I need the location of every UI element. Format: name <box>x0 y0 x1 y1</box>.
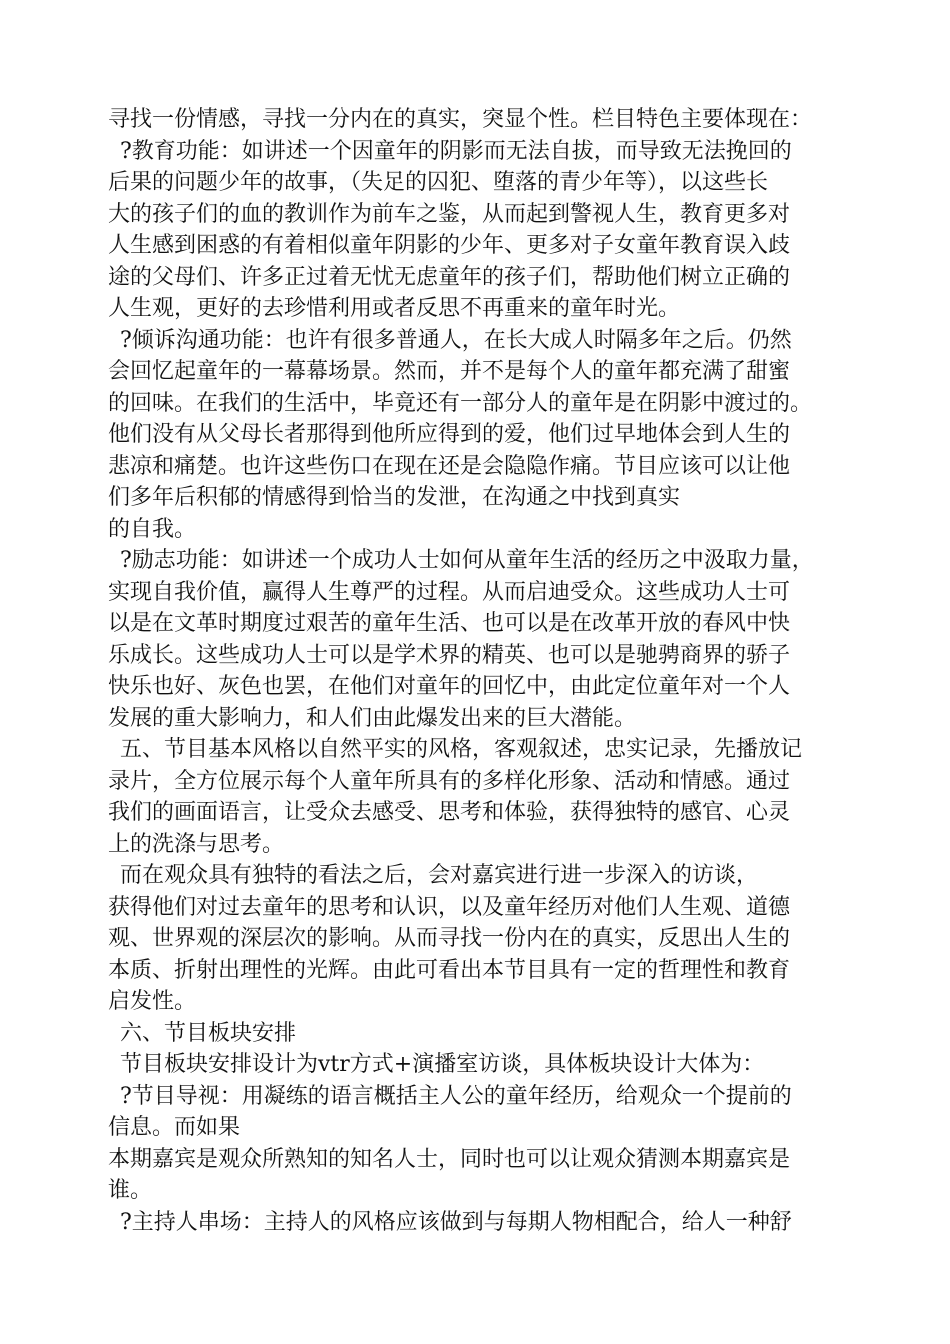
text-line: 节目板块安排设计为vtr方式+演播室访谈，具体板块设计大体为： <box>120 1052 765 1077</box>
section-line: 五、节目基本风格以自然平实的风格，客观叙述，忠实记录，先播放记 <box>120 737 803 762</box>
text-line: 大的孩子们的血的教训作为前车之鉴，从而起到警视人生，教育更多对 <box>108 201 791 227</box>
body-text <box>108 104 858 1238</box>
text-line: 他们没有从父母长者那得到他所应得到的爱，他们过早地体会到人生的 <box>108 422 791 447</box>
text-line: 以是在文革时期度过艰苦的童年生活、也可以是在改革开放的春风中快 <box>108 611 791 636</box>
text-line: 而在观众具有独特的看法之后，会对嘉宾进行进一步深入的访谈， <box>120 863 759 888</box>
text-line: 们多年后积郁的情感得到恰当的发泄，在沟通之中找到真实 <box>108 485 681 510</box>
bullet-line: ?教育功能：如讲述一个因童年的阴影而无法自拔，而导致无法挽回的 <box>120 138 792 164</box>
text-line: 乐成长。这些成功人士可以是学术界的精英、也可以是驰骋商界的骄子 <box>108 642 791 668</box>
text-line: 寻找一份情感，寻找一分内在的真实，突显个性。栏目特色主要体现在： <box>108 107 813 132</box>
bullet-line: ?节目导视：用凝练的语言概括主人公的童年经历，给观众一个提前的 <box>120 1083 792 1109</box>
text-line: 本质、折射出理性的光辉。由此可看出本节目具有一定的哲理性和教育 <box>108 957 791 983</box>
text-line: 的自我。 <box>108 516 197 542</box>
section-heading: 六、节目板块安排 <box>120 1020 297 1046</box>
text-line: 发展的重大影响力，和人们由此爆发出来的巨大潜能。 <box>108 705 637 731</box>
text-line: 获得他们对过去童年的思考和认识，以及童年经历对他们人生观、道德 <box>108 894 791 920</box>
bullet-line: ?倾诉沟通功能：也许有很多普通人，在长大成人时隔多年之后。仍然 <box>120 327 792 353</box>
text-line: 途的父母们、许多正过着无忧无虑童年的孩子们，帮助他们树立正确的 <box>108 264 791 290</box>
text-line: 悲凉和痛楚。也许这些伤口在现在还是会隐隐作痛。节目应该可以让他 <box>108 453 791 479</box>
text-line: 后果的问题少年的故事，（失足的囚犯、堕落的青少年等），以这些长 <box>108 170 769 195</box>
bullet-line: ?励志功能：如讲述一个成功人士如何从童年生活的经历之中汲取力量， <box>120 548 814 573</box>
text-line: 实现自我价值，赢得人生尊严的过程。从而启迪受众。这些成功人士可 <box>108 579 791 605</box>
text-line: 信息。而如果 <box>108 1115 241 1140</box>
text-line: 观、世界观的深层次的影响。从而寻找一份内在的真实，反思出人生的 <box>108 926 791 951</box>
text-line: 的回味。在我们的生活中，毕竟还有一部分人的童年是在阴影中渡过的。 <box>108 390 813 416</box>
text-line: 启发性。 <box>108 989 197 1014</box>
text-line: 谁。 <box>108 1178 153 1203</box>
text-line: 本期嘉宾是观众所熟知的知名人士，同时也可以让观众猜测本期嘉宾是 <box>108 1146 791 1172</box>
text-line: 上的洗涤与思考。 <box>108 831 285 857</box>
text-line: 录片，全方位展示每个人童年所具有的多样化形象、活动和情感。通过 <box>108 768 791 794</box>
text-line: 人生观，更好的去珍惜利用或者反思不再重来的童年时光。 <box>108 296 681 321</box>
text-line: 人生感到困惑的有着相似童年阴影的少年、更多对子女童年教育误入歧 <box>108 233 791 258</box>
text-line: 快乐也好、灰色也罢，在他们对童年的回忆中，由此定位童年对一个人 <box>108 674 791 699</box>
bullet-line: ?主持人串场：主持人的风格应该做到与每期人物相配合，给人一种舒 <box>120 1209 792 1235</box>
text-line: 会回忆起童年的一幕幕场景。然而，并不是每个人的童年都充满了甜蜜 <box>108 359 791 384</box>
text-line: 我们的画面语言，让受众去感受、思考和体验，获得独特的感官、心灵 <box>108 800 791 825</box>
